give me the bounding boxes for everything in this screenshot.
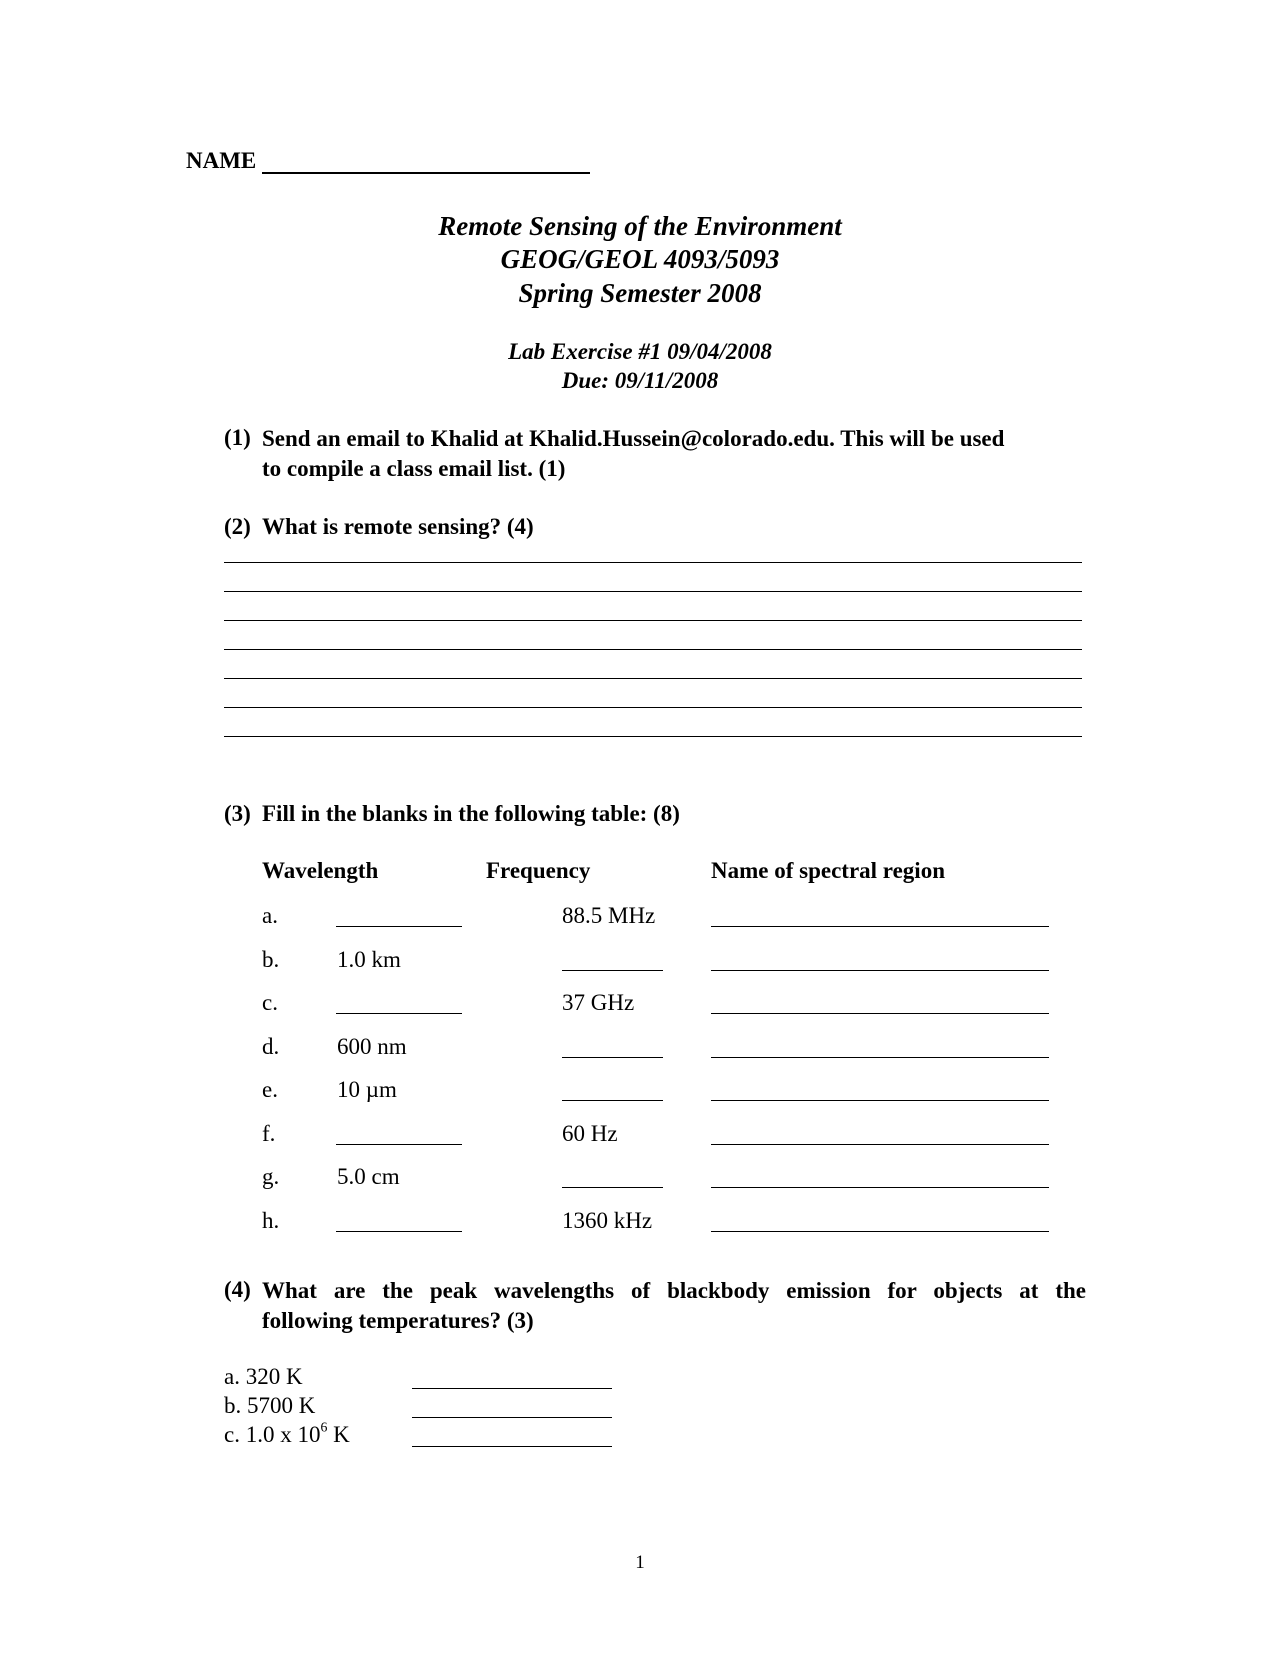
frequency-blank[interactable] — [562, 1187, 663, 1188]
spectral-region-blank[interactable] — [711, 1100, 1049, 1101]
q1-line2: to compile a class email list. (1) — [262, 456, 566, 481]
q2-number: (2) — [224, 514, 251, 539]
q1-line1: Send an email to Khalid at Khalid.Hussein@colorado.edu. This will be used — [262, 426, 1005, 451]
lab-exercise-date: Lab Exercise #1 09/04/2008 — [508, 339, 772, 364]
q4-item-c: c. 1.0 x $10^6$ K — [224, 1419, 350, 1447]
spectral-region-blank[interactable] — [711, 1057, 1049, 1058]
q2-text: What is remote sensing? (4) — [262, 514, 534, 539]
spectral-region-blank[interactable] — [711, 1231, 1049, 1232]
frequency-value: 1360 kHz — [562, 1208, 653, 1233]
header-spectral-region: Name of spectral region — [711, 858, 945, 883]
wavelength-blank[interactable] — [336, 926, 462, 927]
frequency-value: 37 GHz — [562, 990, 635, 1015]
table-row-label: f. — [262, 1121, 276, 1146]
table-row-label: d. — [262, 1034, 280, 1059]
q2-answer-line[interactable] — [224, 591, 1082, 592]
q2-answer-line[interactable] — [224, 678, 1082, 679]
q4-line1: What are the peak wavelengths of blackbody emission for objects at the — [262, 1278, 1086, 1303]
semester: Spring Semester 2008 — [518, 278, 762, 308]
wavelength-blank[interactable] — [336, 1144, 462, 1145]
course-title: Remote Sensing of the Environment — [438, 211, 842, 241]
frequency-value: 60 Hz — [562, 1121, 618, 1146]
spectral-region-blank[interactable] — [711, 926, 1049, 927]
wavelength-blank[interactable] — [336, 1013, 462, 1014]
q4-answer-blank[interactable] — [412, 1417, 612, 1418]
q4-answer-blank[interactable] — [412, 1388, 612, 1389]
course-code: GEOG/GEOL 4093/5093 — [500, 244, 780, 274]
q2-answer-line[interactable] — [224, 649, 1082, 650]
wavelength-value: 10 µm — [337, 1077, 397, 1102]
page-number: 1 — [635, 1552, 645, 1573]
q4-item-b: b. 5700 K — [224, 1393, 316, 1418]
table-row-label: c. — [262, 990, 278, 1015]
table-row-label: e. — [262, 1077, 278, 1102]
q2-answer-line[interactable] — [224, 620, 1082, 621]
wavelength-value: 600 nm — [337, 1034, 407, 1059]
table-row-label: h. — [262, 1208, 280, 1233]
frequency-value: 88.5 MHz — [562, 903, 656, 928]
spectral-region-blank[interactable] — [711, 1187, 1049, 1188]
header-wavelength: Wavelength — [262, 858, 379, 883]
q2-answer-line[interactable] — [224, 707, 1082, 708]
spectral-region-blank[interactable] — [711, 1144, 1049, 1145]
q2-answer-line[interactable] — [224, 736, 1082, 737]
spectral-region-blank[interactable] — [711, 970, 1049, 971]
wavelength-blank[interactable] — [336, 1231, 462, 1232]
due-date: Due: 09/11/2008 — [561, 368, 719, 393]
frequency-blank[interactable] — [562, 1100, 663, 1101]
frequency-blank[interactable] — [562, 1057, 663, 1058]
q1-number: (1) — [224, 425, 251, 450]
q4-text — [262, 1276, 1086, 1336]
q4-number: (4) — [224, 1277, 251, 1302]
name-label: NAME — [186, 148, 257, 173]
q4-line2: following temperatures? (3) — [262, 1308, 534, 1333]
header-frequency: Frequency — [486, 858, 591, 883]
q4-item-a: a. 320 K — [224, 1364, 303, 1389]
table-row-label: g. — [262, 1164, 280, 1189]
frequency-blank[interactable] — [562, 970, 663, 971]
table-row-label: a. — [262, 903, 278, 928]
q4-answer-blank[interactable] — [412, 1446, 612, 1447]
table-row-label: b. — [262, 947, 280, 972]
q3-number: (3) — [224, 801, 251, 826]
wavelength-value: 1.0 km — [337, 947, 401, 972]
q2-answer-line[interactable] — [224, 562, 1082, 563]
name-field-line[interactable] — [262, 172, 590, 174]
q1-text — [262, 424, 1082, 484]
spectral-region-blank[interactable] — [711, 1013, 1049, 1014]
wavelength-value: 5.0 cm — [337, 1164, 400, 1189]
q3-text: Fill in the blanks in the following table: (8) — [262, 801, 680, 826]
